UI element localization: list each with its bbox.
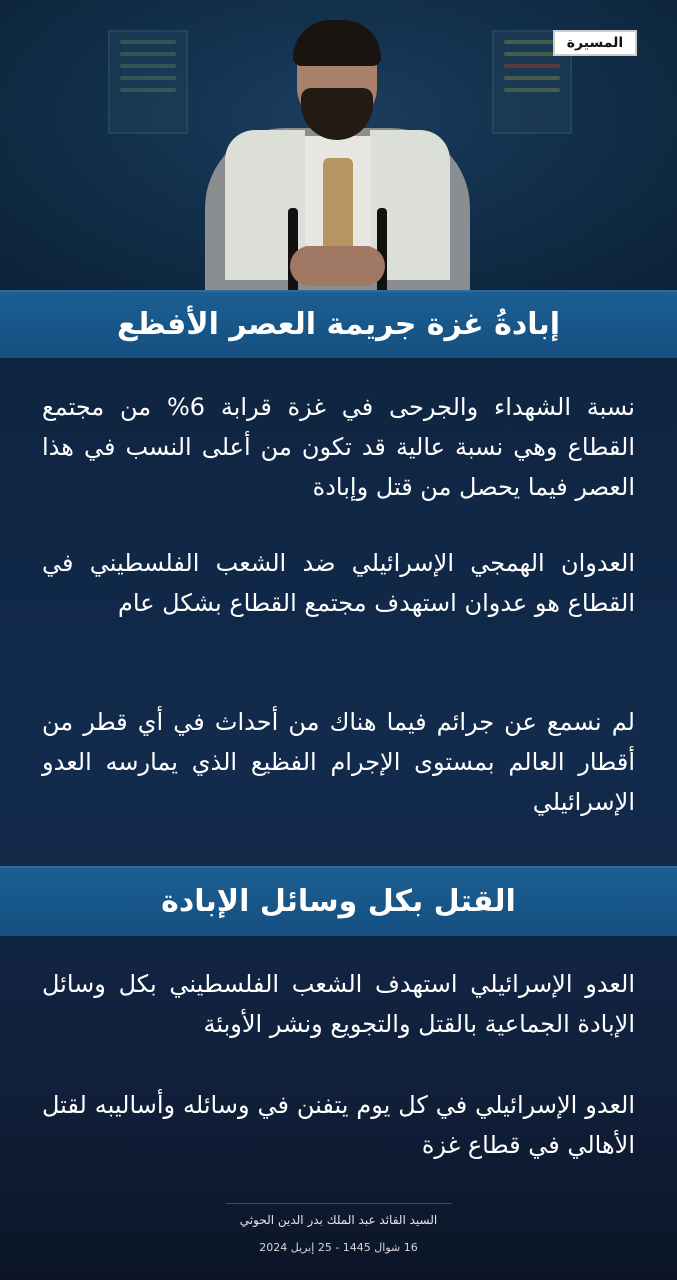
speaker-portrait	[195, 18, 480, 290]
section-title-2: القتل بكل وسائل الإبادة	[0, 866, 677, 936]
janbiya-icon	[323, 158, 353, 258]
paragraph-1: نسبة الشهداء والجرحى في غزة قرابة 6% من مجتمع القطاع وهي نسبة عالية قد تكون من أعلى النسب في هذا العصر فيما يحصل من قتل وإبادة	[42, 393, 635, 501]
paragraph-4: العدو الإسرائيلي استهدف الشعب الفلسطيني بكل وسائل الإبادة الجماعية بالقتل والتجويع ونشر الأوبئة	[42, 970, 635, 1038]
footer-date: 16 شوال 1445 - 25 إبريل 2024	[259, 1241, 418, 1254]
paragraph-5: العدو الإسرائيلي في كل يوم يتفنن في وسائله وأساليبه لقتل الأهالي في قطاع غزة	[42, 1091, 635, 1159]
footer-divider	[226, 1203, 452, 1204]
wall-plaque-left	[108, 30, 188, 134]
section-title-1: إبادةُ غزة جريمة العصر الأفظع	[0, 290, 677, 358]
footer-speaker: السيد القائد عبد الملك بدر الدين الحوثي	[239, 1213, 438, 1227]
almasirah-logo: المسيرة	[553, 30, 637, 56]
paragraph-3: لم نسمع عن جرائم فيما هناك من أحداث في أي قطر من أقطار العالم بمستوى الإجرام الفظيع الذي يمارسه العدو الإسرائيلي	[42, 708, 635, 816]
paragraph-2: العدوان الهمجي الإسرائيلي ضد الشعب الفلسطيني في القطاع هو عدوان استهدف مجتمع القطاع بشكل عام	[42, 549, 635, 617]
header-photo	[0, 0, 677, 290]
